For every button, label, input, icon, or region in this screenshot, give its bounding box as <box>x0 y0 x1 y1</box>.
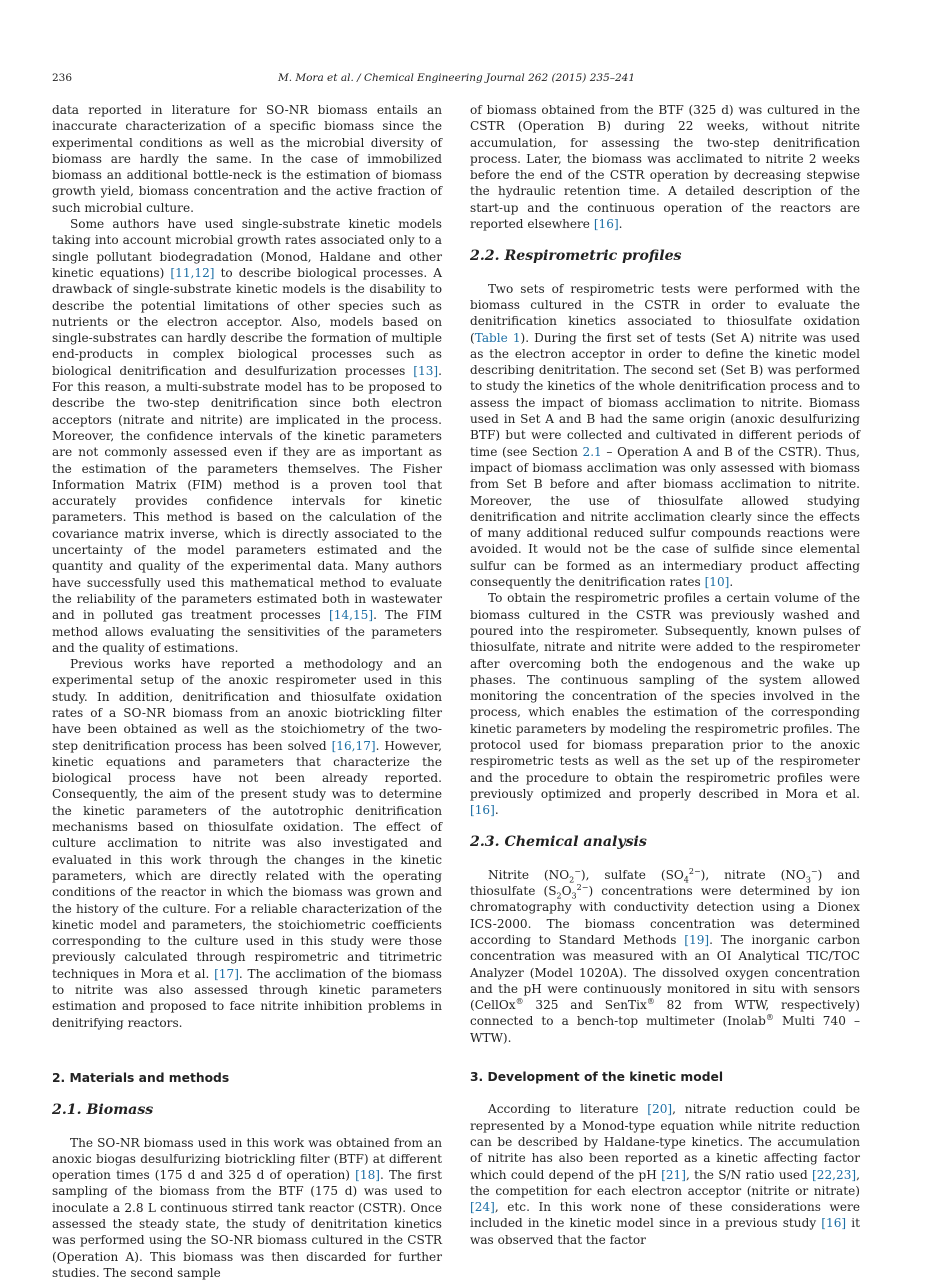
citation-link[interactable]: [21] <box>661 1167 686 1182</box>
page-number: 236 <box>52 72 73 84</box>
citation-link[interactable]: [17] <box>214 966 239 981</box>
paragraph: According to literature [20], nitrate reduction could be represented by a Monod-type equation while nitrite reduction can be described by Haldane-type kinetics. The accumulation of nitrite has also been reported as a kinetic affecting factor which could depend of the pH [21], the S/N ratio used [22,23], the competition for each electron acceptor (nitrite or nitrate) [24], etc. In this work none of these considerations were included in the kinetic model since in a previous study [16] it was observed that the factor <box>470 1102 860 1247</box>
paragraph: Some authors have used single-substrate kinetic models taking into account microbial growth rates associated only to a single pollutant biodegradation (Monod, Haldane and other kinetic equations) [11,12] to describe biological processes. A drawback of single-substrate kinetic models is the disability to describe the potential limitations of other species such as nutrients or the electron acceptor. Also, models based on single-substrates can hardly describe the formation of multiple end-products in complex biological processes such as biological denitrification and desulfurization processes [13]. For this reason, a multi-substrate model has to be proposed to describe the two-step denitrification since both electron acceptors (nitrate and nitrite) are implicated in the process. Moreover, the confidence intervals of the kinetic parameters are not commonly assessed even if they are as important as the estimation of the parameters themselves. The Fisher Information Matrix (FIM) method is a proven tool that accurately provides confidence intervals for kinetic parameters. This method is based on the calculation of the covariance matrix inverse, which is directly associated to the uncertainty of the model parameters estimated and the quantity and quality of the experimental data. Many authors have successfully used this mathematical method to evaluate the reliability of the parameters estimated both in wastewater and in polluted gas treatment processes [14,15]. The FIM method allows evaluating the sensitivities of the parameters and the quality of estimations. <box>52 217 442 655</box>
citation-link[interactable]: [11,12] <box>170 265 215 280</box>
citation-link[interactable]: [20] <box>647 1102 673 1117</box>
section-heading: 2. Materials and methods <box>52 1070 230 1085</box>
citation-link[interactable]: [24] <box>470 1200 495 1215</box>
paragraph: data reported in literature for SO-NR biomass entails an inaccurate characterization of a specific biomass since the experimental conditions as well as the microbial diversity of biomass are hardly the same. In the case of immobilized biomass an additional bottle-neck is the estimation of biomass growth yield, biomass concentration and the active fraction of such microbial culture. <box>52 103 442 215</box>
citation-link[interactable]: [19] <box>684 932 710 947</box>
page-header <box>52 72 861 88</box>
section-heading: 3. Development of the kinetic model <box>470 1070 724 1085</box>
paragraph: Two sets of respirometric tests were performed with the biomass cultured in the CSTR in order to evaluate the denitrification kinetics associated to thiosulfate oxidation (Table 1). During the first set of tests (Set A) nitrite was used as the electron acceptor in order to define the kinetic model describing denitritation. The second set (Set B) was performed to study the kinetics of the whole denitrification process and to assess the impact of biomass acclimation to nitrite. Biomass used in Set A and B had the same origin (anoxic desulfurizing BTF) but were collected and cultivated in different periods of time (see Section 2.1 – Operation A and B of the CSTR). Thus, impact of biomass acclimation was only assessed with biomass from Set B before and after biomass acclimation to nitrite. Moreover, the use of thiosulfate allowed studying denitrification and nitrite acclimation clearly since the effects of many additional reduced sulfur compounds reactions were avoided. It would not be the case of sulfide since elemental sulfur can be formed as an intermediary product affecting consequently the denitrification rates [10]. <box>470 281 860 590</box>
paragraph: The SO-NR biomass used in this work was obtained from an anoxic biogas desulfurizing biotrickling filter (BTF) at different operation times (175 d and 325 d of operation) [18]. The first sampling of the biomass from the BTF (175 d) was used to inoculate a 2.8 L continuous stirred tank reactor (CSTR). Once assessed the steady state, the study of denitritation kinetics was performed using the SO-NR biomass cultured in the CSTR (Operation A). This biomass was then discarded for further studies. The second sample <box>52 1135 442 1280</box>
citation-link[interactable]: [18] <box>355 1168 380 1183</box>
citation-link[interactable]: [13] <box>413 363 439 378</box>
paragraph: Nitrite $(NO_2^-)$, sulfate $(SO_4^{2-})$, nitrate $(NO_3^-)$ and thiosulfate $(S_2O_3^{2-})$ concentrations were determined by ion chromatography with conductivity detection using a Dionex ICS-2000. The biomass concentration was determined according to Standard Methods [19]. The inorganic carbon concentration was measured with an OI Analytical TIC/TOC Analyzer (Model 1020A). The dissolved oxygen concentration and the pH were continuously monitored in situ with sensors (CellOx® 325 and SenTix® 82 from WTW, respectively) connected to a bench-top multimeter (Inolab® Multi 740 – WTW). <box>470 866 860 1045</box>
running-title: M. Mora et al. / Chemical Engineering Journal 262 (2015) 235–241 <box>277 72 636 84</box>
citation-link[interactable]: [16] <box>821 1216 847 1231</box>
citation-link[interactable]: [16] <box>593 217 619 232</box>
section-link[interactable]: 2.1 <box>582 444 602 459</box>
citation-link[interactable]: [16] <box>470 803 495 818</box>
table-link[interactable]: Table 1 <box>474 330 521 345</box>
subsection-heading: 2.1. Biomass <box>52 1102 154 1119</box>
citation-link[interactable]: [14,15] <box>329 608 374 623</box>
citation-link[interactable]: [22,23] <box>812 1167 857 1182</box>
citation-link[interactable]: [16,17] <box>331 738 376 753</box>
subsection-heading: 2.3. Chemical analysis <box>470 834 647 851</box>
paragraph: To obtain the respirometric profiles a certain volume of the biomass cultured in the CSTR was previously washed and poured into the respirometer. Subsequently, known pulses of thiosulfate, nitrate and nitrite were added to the respirometer after overcoming both the endogenous and the wake up phases. The continuous sampling of the system allowed monitoring the concentration of the species involved in the process, which enables the estimation of the corresponding kinetic parameters by modeling the respirometric profiles. The protocol used for biomass preparation prior to the anoxic respirometric tests as well as the set up of the respirometer and the procedure to obtain the respirometric profiles were previously optimized and properly described in Mora et al. [16]. <box>470 591 860 818</box>
subsection-heading: 2.2. Respirometric profiles <box>470 248 682 265</box>
right-column <box>470 102 860 1248</box>
paragraph: of biomass obtained from the BTF (325 d) was cultured in the CSTR (Operation B) during 22 weeks, without nitrite accumulation, for assessing the two-step denitrification process. Later, the biomass was acclimated to nitrite 2 weeks before the end of the CSTR operation by decreasing stepwise the hydraulic retention time. A detailed description of the start-up and the continuous operation of the reactors are reported elsewhere [16]. <box>470 103 860 232</box>
paragraph: Previous works have reported a methodology and an experimental setup of the anoxic respirometer used in this study. In addition, denitrification and thiosulfate oxidation rates of a SO-NR biomass from an anoxic biotrickling filter have been obtained as well as the stoichiometry of the two-step denitrification process has been solved [16,17]. However, kinetic equations and parameters that characterize the biological process have not been already reported. Consequently, the aim of the present study was to determine the kinetic parameters of the autotrophic denitrification mechanisms based on thiosulfate oxidation. The effect of culture acclimation to nitrite was also investigated and evaluated in this work through the changes in the kinetic parameters, which are directly related with the operating conditions of the reactor in which the biomass was grown and the history of the culture. For a reliable characterization of the kinetic model and parameters, the stoichiometric coefficients corresponding to the culture used in this study were those previously calculated through respirometric and titrimetric techniques in Mora et al. [17]. The acclimation of the biomass to nitrite was also assessed through kinetic parameters estimation and proposed to face nitrite inhibition problems in denitrifying reactors. <box>52 657 442 1030</box>
left-column <box>52 102 442 1281</box>
citation-link[interactable]: [10] <box>704 575 730 590</box>
